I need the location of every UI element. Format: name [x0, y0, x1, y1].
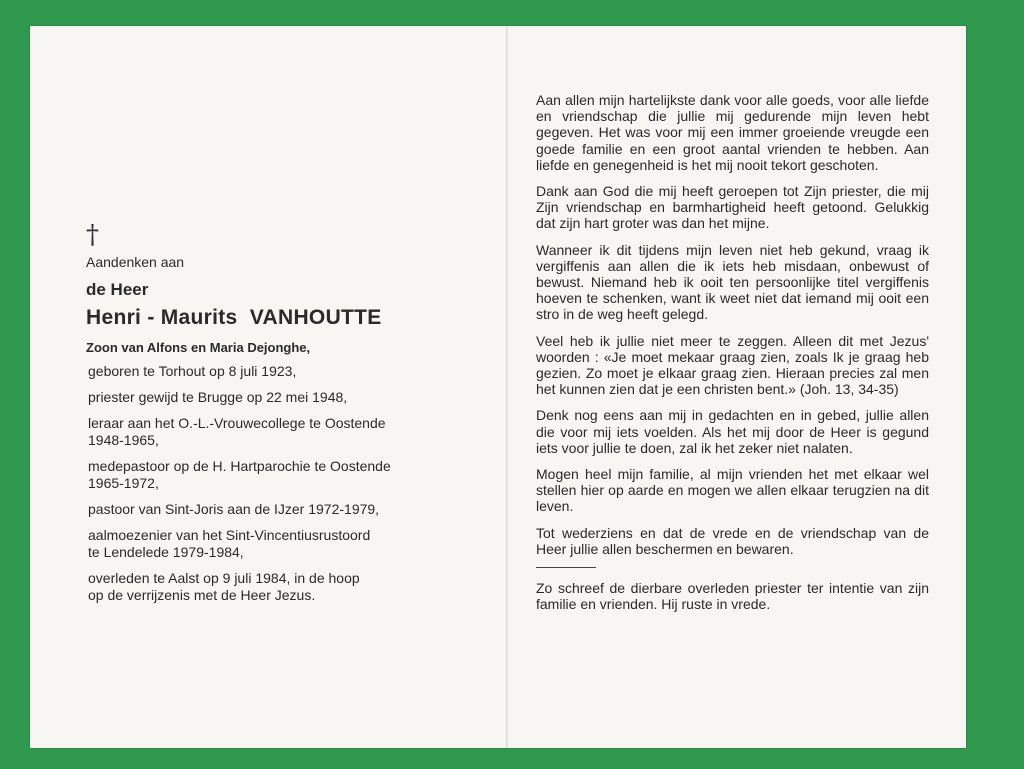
- honorific: de Heer: [86, 280, 149, 299]
- message-paragraph: Aan allen mijn hartelijkste dank voor alle goeds, voor alle liefde en vriendschap die jullie mij gedurende mijn leven hebt gegeven. Het was voor mij een immer groeiende vreugde een goede familie en een groot aantal vrienden te hebben. Aan liefde en genegenheid is het mij nooit tekort geschoten.: [536, 92, 929, 173]
- parents-line: Zoon van Alfons en Maria Dejonghe,: [86, 340, 311, 355]
- message-paragraph: Veel heb ik jullie niet meer te zeggen. Alleen dit met Jezus' woorden : «Je moet mekaar graag zien, zoals Ik je graag heb gezien. Zo moet je elkaar graag zien. Hieraan precies zal men het kunnen zien dat je een christen bent.» (Joh. 13, 34-35): [536, 332, 929, 398]
- bio-entry: leraar aan het O.-L.-Vrouwecollege te Oostende 1948-1965,: [88, 415, 386, 448]
- deceased-name: Henri - Maurits VANHOUTTE: [86, 306, 382, 329]
- biography: [86, 363, 486, 604]
- bio-entry: overleden te Aalst op 9 juli 1984, in de hoop op de verrijzenis met de Heer Jezus.: [88, 570, 360, 603]
- message-paragraph: Tot wederziens en dat de vrede en de vriendschap van de Heer jullie allen beschermen en bewaren.: [536, 524, 929, 557]
- message-paragraph: Wanneer ik dit tijdens mijn leven niet heb gekund, vraag ik vergiffenis aan allen die ik iets heb misdaan, onbewust of bewust. Niemand heb ik ooit ten persoonlijke titel vergiffenis hoeven te schenken, want ik weet niet dat iemand mij ooit een stro in de weg heeft gelegd.: [536, 241, 929, 323]
- memorial-card: [30, 26, 966, 748]
- message-paragraph: Dank aan God die mij heeft geroepen tot Zijn priester, die mij Zijn vriendschap en barmhartigheid heeft getoond. Gelukkig dat zijn hart groter was dan het mijne.: [536, 183, 929, 232]
- closing-note: Zo schreef de dierbare overleden priester ter intentie van zijn familie en vrienden. Hij ruste in vrede.: [536, 580, 929, 613]
- message-paragraph: Denk nog eens aan mij in gedachten en in gebed, jullie allen die voor mij iets voelden. Als het mij door de Heer is gegund iets voor jullie te doen, zal ik het zeker niet nalaten.: [536, 407, 929, 456]
- card-fold: [506, 26, 508, 748]
- left-panel: [86, 222, 486, 613]
- bio-entry: aalmoezenier van het Sint-Vincentiusrustoord te Lendelede 1979-1984,: [88, 527, 371, 560]
- bio-entry: medepastoor op de H. Hartparochie te Oostende 1965-1972,: [88, 458, 391, 491]
- bio-entry: priester gewijd te Brugge op 22 mei 1948,: [88, 389, 348, 405]
- right-panel: [536, 92, 929, 622]
- bio-entry: pastoor van Sint-Joris aan de IJzer 1972-1979,: [88, 501, 380, 517]
- divider: [536, 567, 596, 568]
- bio-entry: geboren te Torhout op 8 juli 1923,: [88, 363, 297, 379]
- remembrance-label: Aandenken aan: [86, 254, 185, 270]
- message-paragraph: Mogen heel mijn familie, al mijn vrienden het met elkaar wel stellen hier op aarde en mogen we allen elkaar terugzien na dit leven.: [536, 466, 929, 515]
- cross-icon: †: [86, 220, 99, 250]
